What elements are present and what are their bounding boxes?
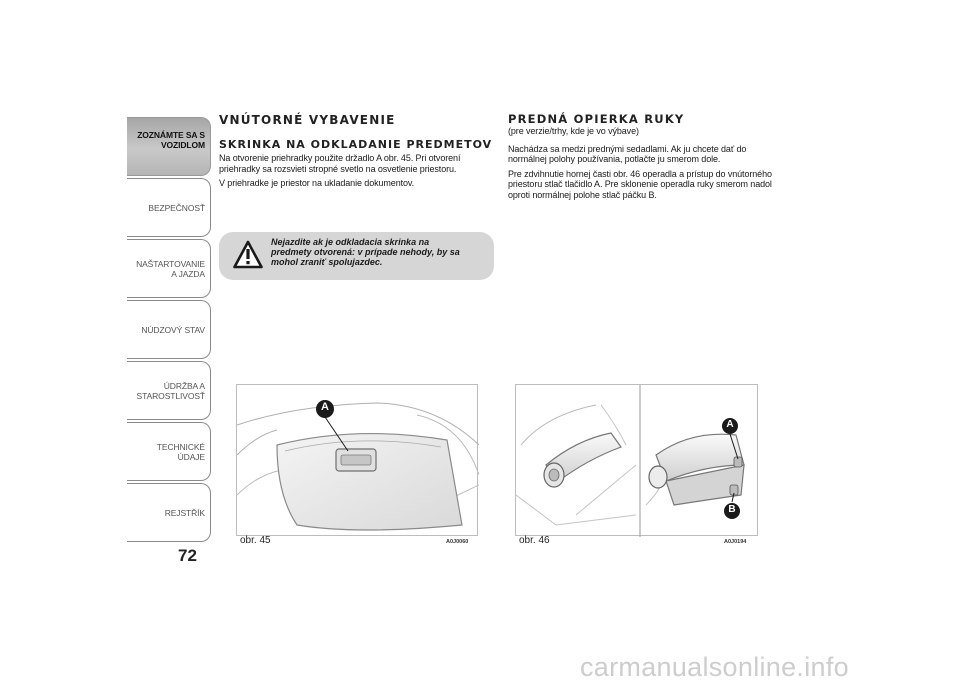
tab-label: TECHNICKÉ ÚDAJE xyxy=(156,441,205,462)
tab-nudzovy-stav[interactable] xyxy=(127,300,211,359)
armrest-heading: PREDNÁ OPIERKA RUKY xyxy=(508,112,685,126)
armrest-paragraph-2: Pre zdvihnutie hornej časti obr. 46 operadla a prístup do vnútorného priestoru stlač tlačidlo A. Pre sklonenie operadla ruky smerom nadol oproti normálnej polohe stlač páčku B. xyxy=(508,168,772,200)
figure-45-glovebox xyxy=(236,384,478,536)
figure-45-code: A0J0060 xyxy=(446,539,469,545)
left-column xyxy=(219,113,494,193)
figure-46-code: A0J0194 xyxy=(724,539,747,545)
glovebox-paragraph-2: V priehradke je priestor na ukladanie dokumentov. xyxy=(219,178,415,188)
tab-label: NAŠTARTOVANIE A JAZDA xyxy=(136,258,205,279)
right-column xyxy=(508,113,778,204)
armrest-illustration xyxy=(516,385,759,537)
warning-box xyxy=(219,232,494,280)
tab-label: NÚDZOVÝ STAV xyxy=(141,324,205,335)
watermark: carmanualsonline.info xyxy=(580,652,849,682)
armrest-version-note: (pre verzie/trhy, kde je vo výbave) xyxy=(508,126,639,136)
tab-label: BEZPEČNOSŤ xyxy=(148,202,205,213)
tab-nastartovanie[interactable] xyxy=(127,239,211,298)
tab-zoznamte-sa[interactable] xyxy=(127,117,211,176)
warning-text: Nejazdite ak je odkladacia skrinka na predmety otvorená: v prípade nehody, by sa mohol zraniť spolujazdec. xyxy=(271,237,460,267)
tab-bezpecnost[interactable] xyxy=(127,178,211,237)
figure-45-caption: obr. 45 xyxy=(240,535,271,546)
marker-a-label: A xyxy=(321,401,329,413)
glovebox-heading: SKRINKA NA ODKLADANIE PREDMETOV xyxy=(219,138,493,151)
page-number: 72 xyxy=(178,546,197,565)
tab-udrzba[interactable] xyxy=(127,361,211,420)
chapter-sidebar xyxy=(127,117,211,544)
glovebox-paragraph-1: Na otvorenie priehradky použite držadlo A obr. 45. Pri otvorení priehradky sa rozsvieti stropné svetlo na osvetlenie priestoru. xyxy=(219,153,461,174)
figure-46-caption: obr. 46 xyxy=(519,535,550,546)
tab-technicke-udaje[interactable] xyxy=(127,422,211,481)
marker-a-label: A xyxy=(726,419,734,430)
marker-b-label: B xyxy=(728,504,736,515)
armrest-paragraph-1: Nachádza sa medzi prednými sedadlami. Ak ju chcete dať do normálnej polohy používania, potlačte ju smerom dole. xyxy=(508,143,747,164)
glovebox-illustration xyxy=(237,385,479,537)
tab-label: REJSTŘÍK xyxy=(164,507,205,518)
section-title: VNÚTORNÉ VYBAVENIE xyxy=(219,113,396,127)
tab-label: ZOZNÁMTE SA S VOZIDLOM xyxy=(137,130,205,150)
figure-46-armrest xyxy=(515,384,758,536)
tab-label: ÚDRŽBA A STAROSTLIVOSŤ xyxy=(136,380,205,401)
tab-rejstrik[interactable] xyxy=(127,483,211,542)
warning-triangle-icon xyxy=(233,240,263,270)
